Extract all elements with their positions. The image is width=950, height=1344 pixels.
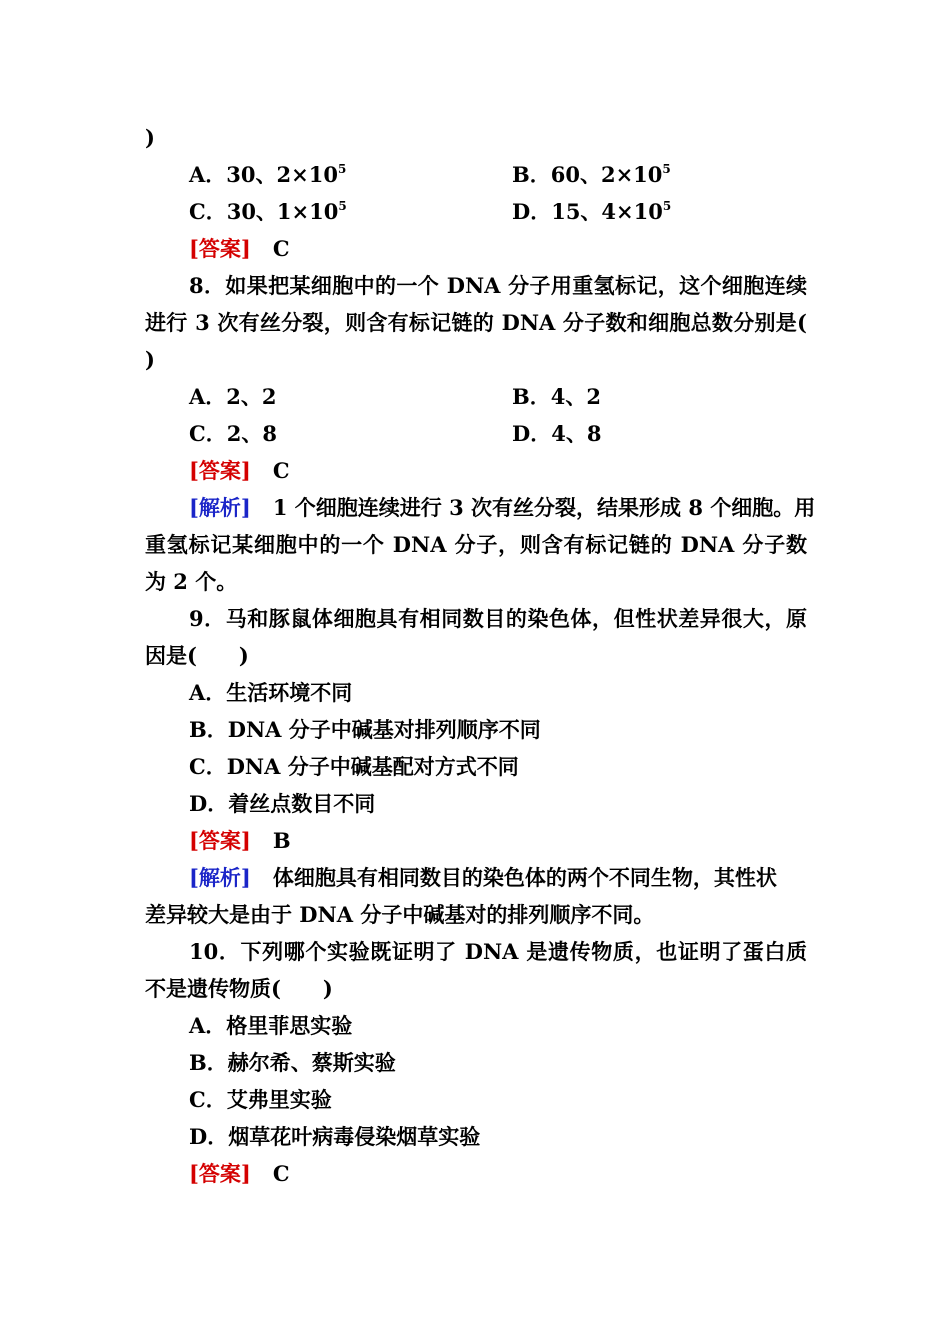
q9-analysis-line1: [解析] 体细胞具有相同数目的染色体的两个不同生物，其性状: [189, 865, 777, 890]
q8-option-a: A．2、2: [189, 384, 277, 409]
q10-option-a: A．格里菲思实验: [189, 1013, 353, 1038]
q9-analysis-line2: 差异较大是由于 DNA 分子中碱基对的排列顺序不同。: [145, 902, 655, 927]
q9-option-b: B．DNA 分子中碱基对排列顺序不同: [189, 717, 541, 742]
q9-option-c: C．DNA 分子中碱基配对方式不同: [189, 754, 519, 779]
q8-option-c: C．2、8: [189, 421, 277, 446]
q10-option-c: C．艾弗里实验: [189, 1087, 332, 1112]
q8-answer: [189, 458, 851, 484]
q10-option-b: B．赫尔希、蔡斯实验: [189, 1050, 396, 1075]
answer-tag: [答案]: [189, 828, 251, 853]
q10-answer: [189, 1161, 851, 1187]
q10-option-d: D．烟草花叶病毒侵染烟草实验: [189, 1124, 481, 1149]
q10-stem-line2: 不是遗传物质( ): [145, 976, 333, 1001]
answer-tag: [答案]: [189, 458, 251, 483]
q7-option-b: B．60、$2\times 10^5$: [512, 162, 671, 187]
q7-option-c: C．30、$1\times 10^5$: [189, 199, 347, 224]
q10-stem-line1: 10．下列哪个实验既证明了 DNA 是遗传物质，也证明了蛋白质: [189, 939, 807, 964]
answer-value: C: [272, 236, 290, 261]
analysis-tag: [解析]: [189, 495, 251, 520]
q9-option-d: D．着丝点数目不同: [189, 791, 376, 816]
answer-value: C: [272, 1161, 290, 1186]
answer-value: C: [272, 458, 290, 483]
answer-tag: [答案]: [189, 1161, 251, 1186]
q8-analysis-line2: 重氢标记某细胞中的一个 DNA 分子，则含有标记链的 DNA 分子数: [145, 532, 807, 557]
q7-option-a: A．30、$2\times 10^5$: [189, 162, 347, 187]
q9-stem-line1: 9．马和豚鼠体细胞具有相同数目的染色体，但性状差异很大，原: [189, 606, 807, 631]
q8-option-b: B．4、2: [512, 384, 601, 409]
q9-stem-line2: 因是( ): [145, 643, 249, 668]
analysis-tag: [解析]: [189, 865, 251, 890]
q8-stem-line2: 进行 3 次有丝分裂，则含有标记链的 DNA 分子数和细胞总数分别是(: [145, 310, 807, 335]
q8-analysis-line3: 为 2 个。: [145, 569, 238, 594]
q8-stem-line1: 8．如果把某细胞中的一个 DNA 分子用重氢标记，这个细胞连续: [189, 273, 807, 298]
q9-option-a: A．生活环境不同: [189, 680, 353, 705]
answer-tag: [答案]: [189, 236, 251, 261]
q7-answer: [189, 236, 851, 262]
q8-analysis-line1: [解析] 1 个细胞连续进行 3 次有丝分裂，结果形成 8 个细胞。用: [189, 495, 816, 520]
q8-option-d: D．4、8: [512, 421, 602, 446]
q7-tail: ): [145, 125, 155, 150]
answer-value: B: [272, 828, 291, 853]
q7-option-d: D．15、$4\times 10^5$: [512, 199, 672, 224]
q8-stem-line3: ): [145, 347, 155, 372]
q9-answer: [189, 828, 851, 854]
